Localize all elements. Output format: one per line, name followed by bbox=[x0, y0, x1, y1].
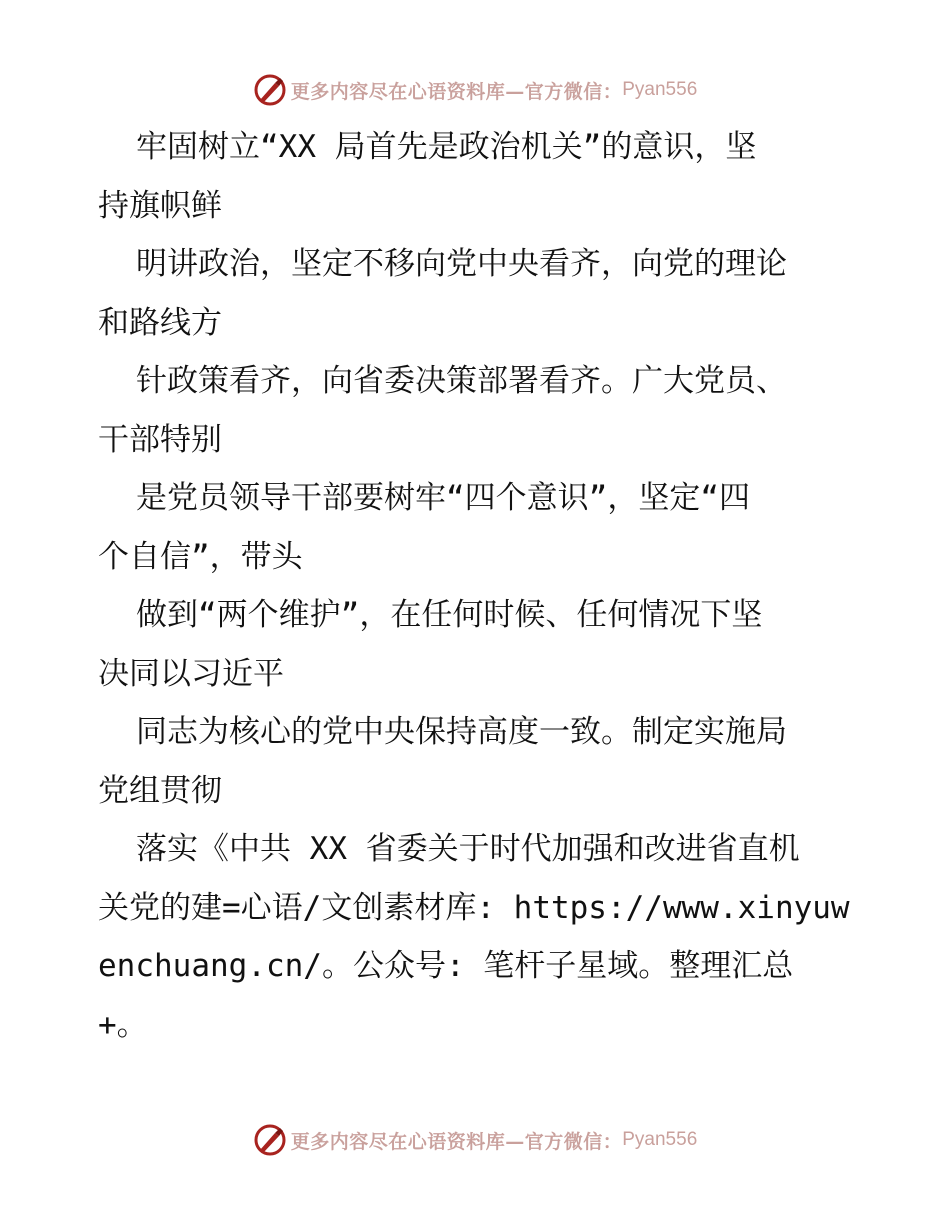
footer-banner-wechat-id: Pyan556 bbox=[622, 1129, 698, 1150]
footer-banner-text: 更多内容尽在心语资料库—官方微信： bbox=[290, 1130, 623, 1153]
body-line: 和路线方 bbox=[98, 304, 222, 341]
body-text bbox=[98, 118, 858, 1054]
body-line: 干部特别 bbox=[98, 421, 222, 458]
body-line: 决同以习近平 bbox=[98, 655, 284, 692]
pen-logo-icon bbox=[253, 73, 287, 107]
body-line: 针政策看齐，向省委决策部署看齐。广大党员、 bbox=[136, 363, 787, 399]
body-line: enchuang.cn/。公众号: 笔杆子星域。整理汇总 bbox=[98, 948, 794, 984]
body-line: 做到“两个维护”，在任何时候、任何情况下坚 bbox=[136, 597, 763, 633]
body-line: 关党的建=心语/文创素材库: https://www.xinyuw bbox=[98, 889, 850, 926]
footer-watermark-banner bbox=[0, 1120, 950, 1160]
body-line: 牢固树立“XX 局首先是政治机关”的意识，坚 bbox=[136, 129, 757, 165]
body-line: 明讲政治，坚定不移向党中央看齐，向党的理论 bbox=[136, 246, 787, 282]
header-watermark-banner bbox=[0, 70, 950, 110]
body-line: 是党员领导干部要树牢“四个意识”，坚定“四 bbox=[136, 480, 750, 516]
body-line: +。 bbox=[98, 1006, 148, 1043]
body-line: 同志为核心的党中央保持高度一致。制定实施局 bbox=[136, 714, 787, 750]
header-banner-text: 更多内容尽在心语资料库—官方微信： bbox=[290, 80, 623, 103]
pen-logo-icon bbox=[253, 1123, 287, 1157]
header-banner-wechat-id: Pyan556 bbox=[622, 79, 698, 100]
body-line: 落实《中共 XX 省委关于时代加强和改进省直机 bbox=[136, 831, 800, 867]
body-line: 个自信”，带头 bbox=[98, 538, 303, 575]
body-line: 党组贯彻 bbox=[98, 772, 222, 809]
body-line: 持旗帜鲜 bbox=[98, 187, 222, 224]
